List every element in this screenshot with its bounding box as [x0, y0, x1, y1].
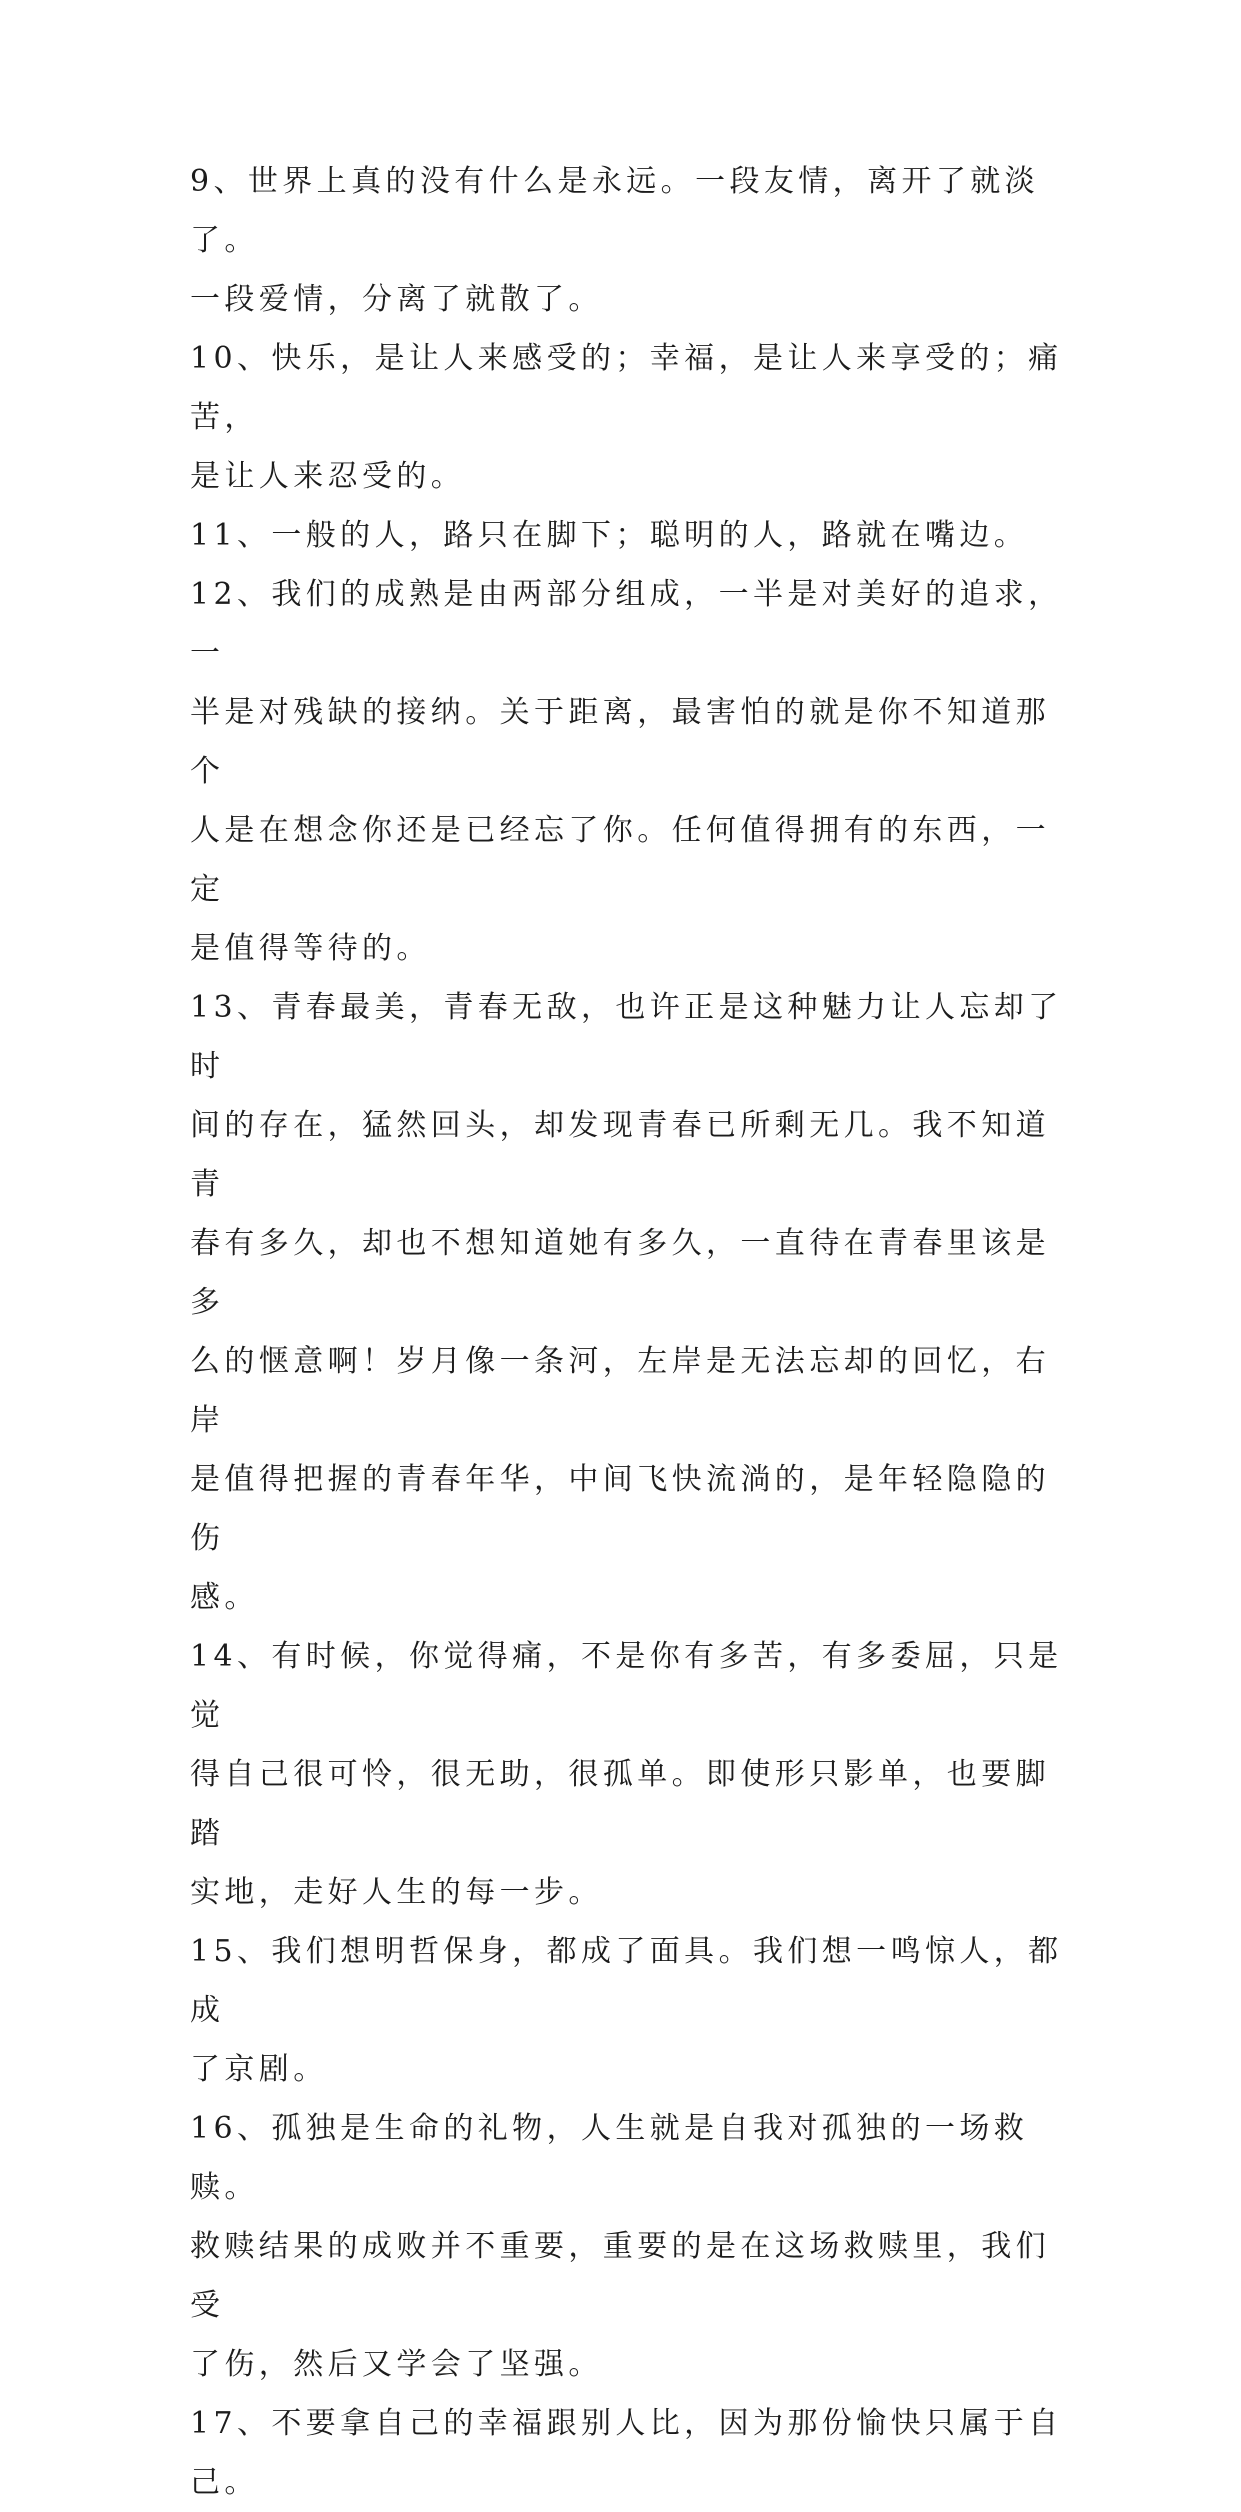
quote-item-9 — [190, 152, 1070, 329]
text-line: 救赎结果的成败并不重要，重要的是在这场救赎里，我们受 — [190, 2229, 1050, 2323]
text-line: 得自己很可怜，很无助，很孤单。即使形只影单，也要脚踏 — [190, 1757, 1050, 1851]
text-line: 半是对残缺的接纳。关于距离，最害怕的就是你不知道那个 — [190, 695, 1050, 789]
text-line: 是值得等待的。 — [190, 931, 431, 966]
text-line: 是值得把握的青春年华，中间飞快流淌的，是年轻隐隐的伤 — [190, 1462, 1050, 1556]
quote-item-12 — [190, 565, 1070, 978]
text-line: 13、青春最美，青春无敌，也许正是这种魅力让人忘却了时 — [190, 990, 1063, 1084]
quote-item-14 — [190, 1627, 1070, 1922]
quote-item-10 — [190, 329, 1070, 506]
text-line: 17、不要拿自己的幸福跟别人比，因为那份愉快只属于自己。 — [190, 2406, 1063, 2500]
text-line: 么的惬意啊！岁月像一条河，左岸是无法忘却的回忆，右岸 — [190, 1344, 1050, 1438]
quote-item-15 — [190, 1922, 1070, 2099]
text-line: 11、一般的人，路只在脚下；聪明的人，路就在嘴边。 — [190, 518, 1029, 553]
quote-item-16 — [190, 2099, 1070, 2394]
text-line: 人是在想念你还是已经忘了你。任何值得拥有的东西，一定 — [190, 813, 1050, 907]
quote-list — [190, 152, 1070, 2512]
text-line: 间的存在，猛然回头，却发现青春已所剩无几。我不知道青 — [190, 1108, 1050, 1202]
text-line: 12、我们的成熟是由两部分组成，一半是对美好的追求，一 — [190, 577, 1063, 671]
text-line: 14、有时候，你觉得痛，不是你有多苦，有多委屈，只是觉 — [190, 1639, 1063, 1733]
text-line: 实地，走好人生的每一步。 — [190, 1875, 603, 1910]
text-line: 是让人来忍受的。 — [190, 459, 466, 494]
quote-item-13 — [190, 978, 1070, 1627]
text-line: 10、快乐，是让人来感受的；幸福，是让人来享受的；痛苦， — [190, 341, 1063, 435]
text-line: 了伤，然后又学会了坚强。 — [190, 2347, 603, 2382]
quote-item-17 — [190, 2394, 1070, 2512]
quote-item-11 — [190, 506, 1070, 565]
text-line: 感。 — [190, 1580, 259, 1615]
text-line: 一段爱情，分离了就散了。 — [190, 282, 603, 317]
text-line: 16、孤独是生命的礼物，人生就是自我对孤独的一场救赎。 — [190, 2111, 1029, 2205]
text-line: 春有多久，却也不想知道她有多久，一直待在青春里该是多 — [190, 1226, 1050, 1320]
text-line: 15、我们想明哲保身，都成了面具。我们想一鸣惊人，都成 — [190, 1934, 1063, 2028]
text-line: 了京剧。 — [190, 2052, 328, 2087]
text-line: 9、世界上真的没有什么是永远。一段友情，离开了就淡了。 — [190, 164, 1040, 258]
